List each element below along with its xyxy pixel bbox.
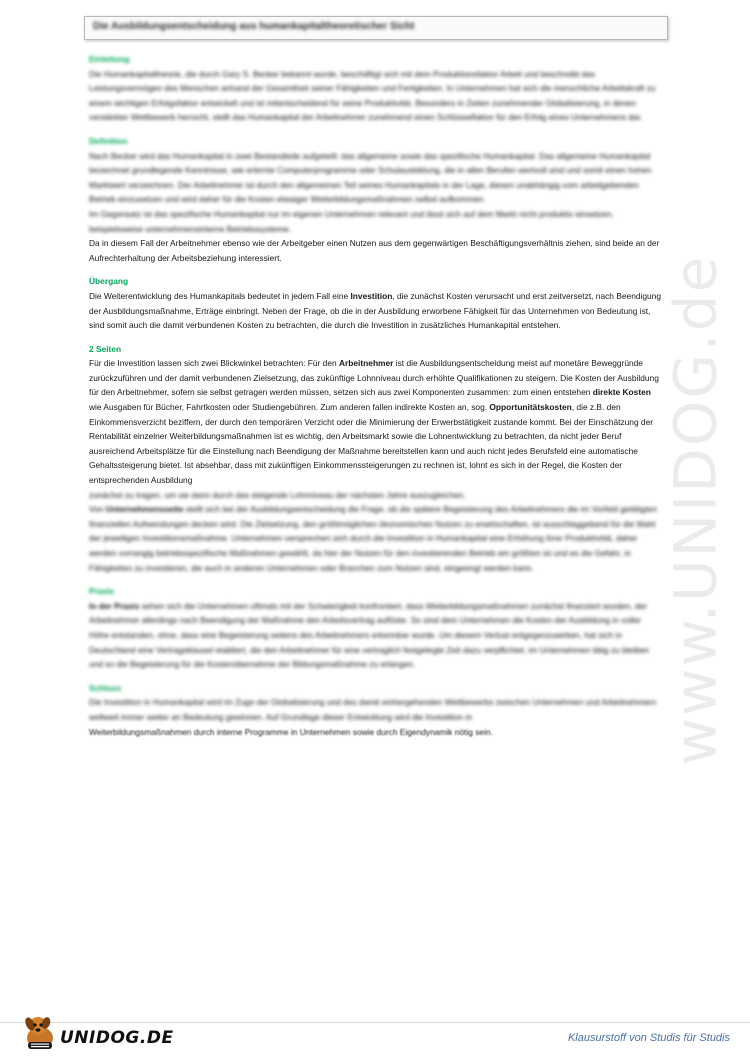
heading-schluss: Schluss [89,682,122,693]
paragraph-zwei-seiten: Für die Investition lassen sich zwei Blickwinkel betrachten: Für den Arbeitnehmer ist die Ausbildungsentscheidung meist auf monetäre Beweggründe zurückzuführen und der damit verbundenen Zielsetzung, das zukünftige Lohnniveau durch erhöhte Qualifikationen zu steigern. Die Kosten der Ausbildung für den Arbeitnehmer, sofern sie selbst getragen werden müssen, setzen sich aus zwei Komponenten zusammen: zum einen entstehen direkte Kosten wie Ausgaben für Bücher, Fahrtkosten oder Studiengebühren. Zum anderen fallen indirekte Kosten an, sog. Opportunitätskosten, die z.B. den Einkommensverzicht beziffern, der durch den temporären Verzicht oder die Minimierung der Erwerbstätigkeit zustande kommt. Bei der Einschätzung der Rentabilität einzelner Weiterbildungsmaßnahmen ist es wichtig, den Arbeitsmarkt sowie die Lohnentwicklung zu betrachten, da nicht jeder Beruf ausreichend Arbeitsplätze für die Einstellung nach Beendigung der Maßnahme bereitstellen kann und auch nicht jedes Berufsfeld eine automatische Gehaltssteigerung bietet. Ist absehbar, dass mit zukünftigen Einkommenssteigerungen zu rechnen ist, lohnt es sich in der Regel, die Kosten der entsprechenden Ausbildung [89,358,659,486]
heading-einleitung: Einleitung [89,54,130,64]
paragraph-unternehmensseite: Von Unternehmensseite stellt sich bei der Ausbildungsentscheidung die Frage, ob die spätere Begeisterung des Arbeitnehmers die im Vorfeld getätigten finanziellen Aufwendungen decken wird. Die Zielsetzung, den größtmöglichen ökonomischen Nutzen zu erwirtschaften, ist ausschlaggebend für die Wahl der jeweiligen Investitionsmaßnahme. Unternehmen versprechen sich durch die Investition in Humankapital eine Erhöhung ihrer Produktivität, daher werden vorrangig betriebsspezifische Maßnahmen gewählt, da hier der Nutzen für den investierenden Betrieb am größten ist und es die Gefahr, in Fähigkeiten zu investieren, die auch in anderen Unternehmen oder Branchen zum Nutzen sind, eingeengt werden kann. [89,504,657,573]
heading-definition: Definition [89,135,128,146]
heading-praxis: Praxis [89,586,115,597]
paragraph-zwei-seiten-blur-1: zunächst zu tragen, um sie dann durch das steigende Lohnniveau der nächsten Jahre auszugleichen. [89,489,466,500]
paragraph-uebergang: Die Weiterentwicklung des Humankapitals bedeutet in jedem Fall eine Investition, die zunächst Kosten verursacht und erst zeitversetzt, nach Beendigung der Ausbildungsmaßnahme, Erträge einbringt. Neben der Frage, ob die in der Ausbildung erworbene Fähigkeit für das Unternehmen von Bedeutung ist, sind somit auch die damit verbundenen Kosten zu betrachten, die durch die Investition in zusätzliches Humankapital entstehen. [89,290,661,331]
paragraph-definition-b: Im Gegensatz ist das spezifische Humankapital nur im eigenen Unternehmen relevant und lässt sich auf dem Markt nicht produktiv einsetzen, beispielsweise unternehmensinterne Betriebssysteme. [89,208,614,234]
paragraph-einleitung: Die Humankapitaltheorie, die durch Gary S. Becker bekannt wurde, beschäftigt sich mit dem Produktionsfaktor Arbeit und beschreibt das Leistungsvermögen des Menschen anhand der Gesamtheit seiner Fähigkeiten und Fertigkeiten. In Unternehmen hat sich die menschliche Arbeitskraft zu einem wichtigen Erfolgsfaktor entwickelt und ist mitentscheidend für seine Produktivität. Besonders in Zeiten zunehmender Globalisierung, in denen verstärkter Wettbewerb herrscht, stellt das Humankapital der Arbeitnehmer zunehmend einen Schlüsselfaktor für den Erfolg eines Unternehmens dar. [89,68,656,123]
title-box [84,16,668,40]
paragraph-schluss-last: Weiterbildungsmaßnahmen durch interne Programme in Unternehmen sowie durch Eigendynamik nötig sein. [89,726,493,737]
paragraph-schluss: Die Investition in Humankapital wird im Zuge der Globalisierung und des damit einhergehenden Wettbewerbs zwischen Unternehmen und Arbeitnehmern weltweit immer weiter an Bedeutung gewinnen. Auf Grundlage dieser Entwicklung wird die Investition in [89,697,657,722]
logo-text: UNIDOG.DE [60,1028,174,1048]
heading-uebergang: Übergang [89,276,129,287]
heading-zwei-seiten: 2 Seiten [89,343,122,354]
dog-mascot-icon [18,1012,62,1052]
document-body [89,52,661,739]
unidog-logo[interactable] [18,1012,188,1052]
watermark-text: www.UNIDOG.de [661,254,729,766]
paragraph-praxis: In der Praxis sehen sich die Unternehmen oftmals mit der Schwierigkeit konfrontiert, dass Weiterbildungsmaßnahmen zunächst finanziert wurden, der Arbeitnehmer allerdings nach Beendigung der Maßnahme den Arbeitsvertrag auflöste. So sind dem Unternehmen die Kosten der Ausbildung in voller Höhe entstanden, ohne, dass eine Begeisterung seitens des Arbeitnehmers erkennbar wurde. Um diesem Verlust entgegenzuwirken, hat sich in Deutschland eine Vertragsklausel etabliert, die den Arbeitnehmer für eine vertraglich festgelegte Zeit dazu verpflichtet, im Unternehmen tätig zu bleiben und so die Begeisterung für die Kostenübernahme der Bildungsmaßnahme zu erlangen. [89,600,650,670]
footer-slogan: Klausurstoff von Studis für Studis [567,1032,730,1044]
paragraph-definition-a: Nach Becker wird das Humankapital in zwei Bestandteile aufgeteilt: das allgemeine sowie das spezifische Humankapital. Das allgemeine Humankapital bezeichnet grundlegende Kenntnisse, wie erlernte Computerprogramme oder Schulausbildung, die in allen Berufen wertvoll sind und somit einen hohen Marktwert verzeichnen. Der Arbeitnehmer ist durch den allgemeinen Teil seines Humankapitals in der Lage, diesen unabhängig vom arbeitgebenden Betrieb einzusetzen und wird daher für die Kosten etwaiger Weiterbildungsmaßnahmen selbst aufkommen. [89,150,652,205]
paragraph-definition-c: Da in diesem Fall der Arbeitnehmer ebenso wie der Arbeitgeber einen Nutzen aus dem gegenwärtigen Beschäftigungsverhältnis ziehen, sind beide an der Aufrechterhaltung der Arbeitsbeziehung interessiert. [89,238,660,263]
document-title: Die Ausbildungsentscheidung aus humankapitaltheoretischer Sicht [93,21,415,32]
